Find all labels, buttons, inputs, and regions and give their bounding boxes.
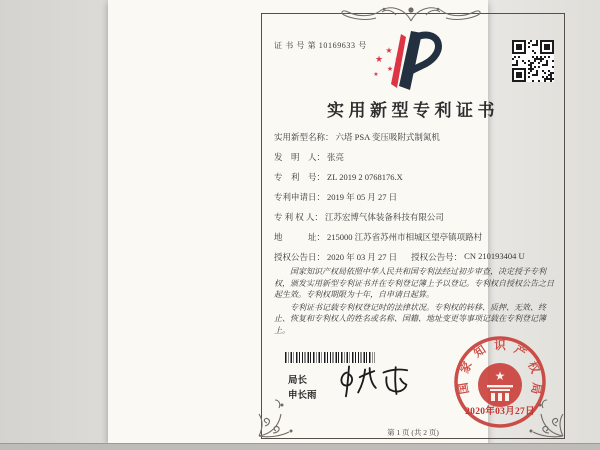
svg-text:产: 产 (511, 343, 528, 361)
grant-row (274, 247, 560, 267)
field-row (274, 227, 560, 247)
photo-edge (0, 443, 600, 450)
field-list (274, 127, 560, 267)
grant-date-label: 授权公告日： (274, 252, 326, 262)
svg-text:局: 局 (528, 381, 543, 395)
legal-paragraph-1: 国家知识产权局依照中华人民共和国专利法经过初步审查，决定授予专利权，颁发实用新型专利证书并在专利登记簿上予以登记。专利权自授权公告之日起生效。专利权期限为十年，自申请日起算。 (274, 267, 554, 300)
qr-code (512, 40, 554, 82)
logo-star-icon: ★ (374, 54, 384, 64)
logo-star-icon: ★ (385, 46, 393, 55)
seal-date: 2020年03月27日 (465, 407, 535, 417)
grant-no-label: 授权公告号： (411, 252, 463, 262)
corner-flourish-icon (255, 392, 303, 440)
svg-text:权: 权 (525, 360, 541, 376)
legal-paragraph-2: 专利证书记载专利权登记时的法律状况。专利权的转移、质押、无效、终止、恢复和专利权人的姓名或名称、国籍、地址变更等事项记载在专利登记簿上。 (274, 302, 546, 335)
emblem-star-icon: ★ (494, 369, 506, 383)
field-row (274, 147, 560, 167)
grant-no-value: CN 210193404 U (464, 251, 525, 261)
field-label: 发 明 人： (274, 152, 326, 162)
certificate-page (108, 0, 554, 444)
svg-text:国: 国 (457, 381, 472, 395)
svg-text:识: 识 (494, 340, 506, 352)
svg-text:知: 知 (472, 343, 489, 361)
svg-text:家: 家 (459, 360, 475, 376)
field-label: 实用新型名称： (274, 132, 334, 142)
national-emblem-icon (478, 363, 522, 407)
certificate-title: 实用新型专利证书 (327, 101, 499, 120)
field-label: 专 利 权 人： (274, 212, 323, 222)
field-row (274, 167, 560, 187)
patent-logo-icon (364, 28, 448, 96)
field-value: 六塔 PSA 变压吸附式制氮机 (335, 132, 440, 142)
field-row (274, 207, 560, 227)
field-value: 2019 年 05 月 27 日 (327, 192, 398, 202)
field-value: 215000 江苏省苏州市相城区望亭镇项路村 (327, 232, 483, 242)
grant-date-value: 2020 年 03 月 27 日 (327, 252, 398, 262)
director-signature (336, 358, 424, 404)
field-label: 专利申请日： (274, 192, 326, 202)
field-value: ZL 2019 2 0768176.X (327, 172, 403, 182)
certificate-number: 证 书 号 第 10169633 号 (274, 41, 367, 50)
director-name: 申长雨 (288, 391, 317, 401)
top-ornament-icon (336, 1, 486, 28)
logo-star-icon: ★ (373, 72, 379, 78)
field-row (274, 187, 560, 207)
field-row (274, 127, 560, 147)
director-title: 局长 (288, 376, 308, 386)
field-value: 张亮 (327, 152, 345, 162)
logo-star-icon: ★ (386, 65, 394, 73)
field-label: 地 址： (274, 232, 326, 242)
field-value: 江苏宏博气体装备科技有限公司 (324, 212, 444, 222)
field-label: 专 利 号： (274, 172, 326, 182)
page-number: 第 1 页 (共 2 页) (387, 428, 439, 437)
